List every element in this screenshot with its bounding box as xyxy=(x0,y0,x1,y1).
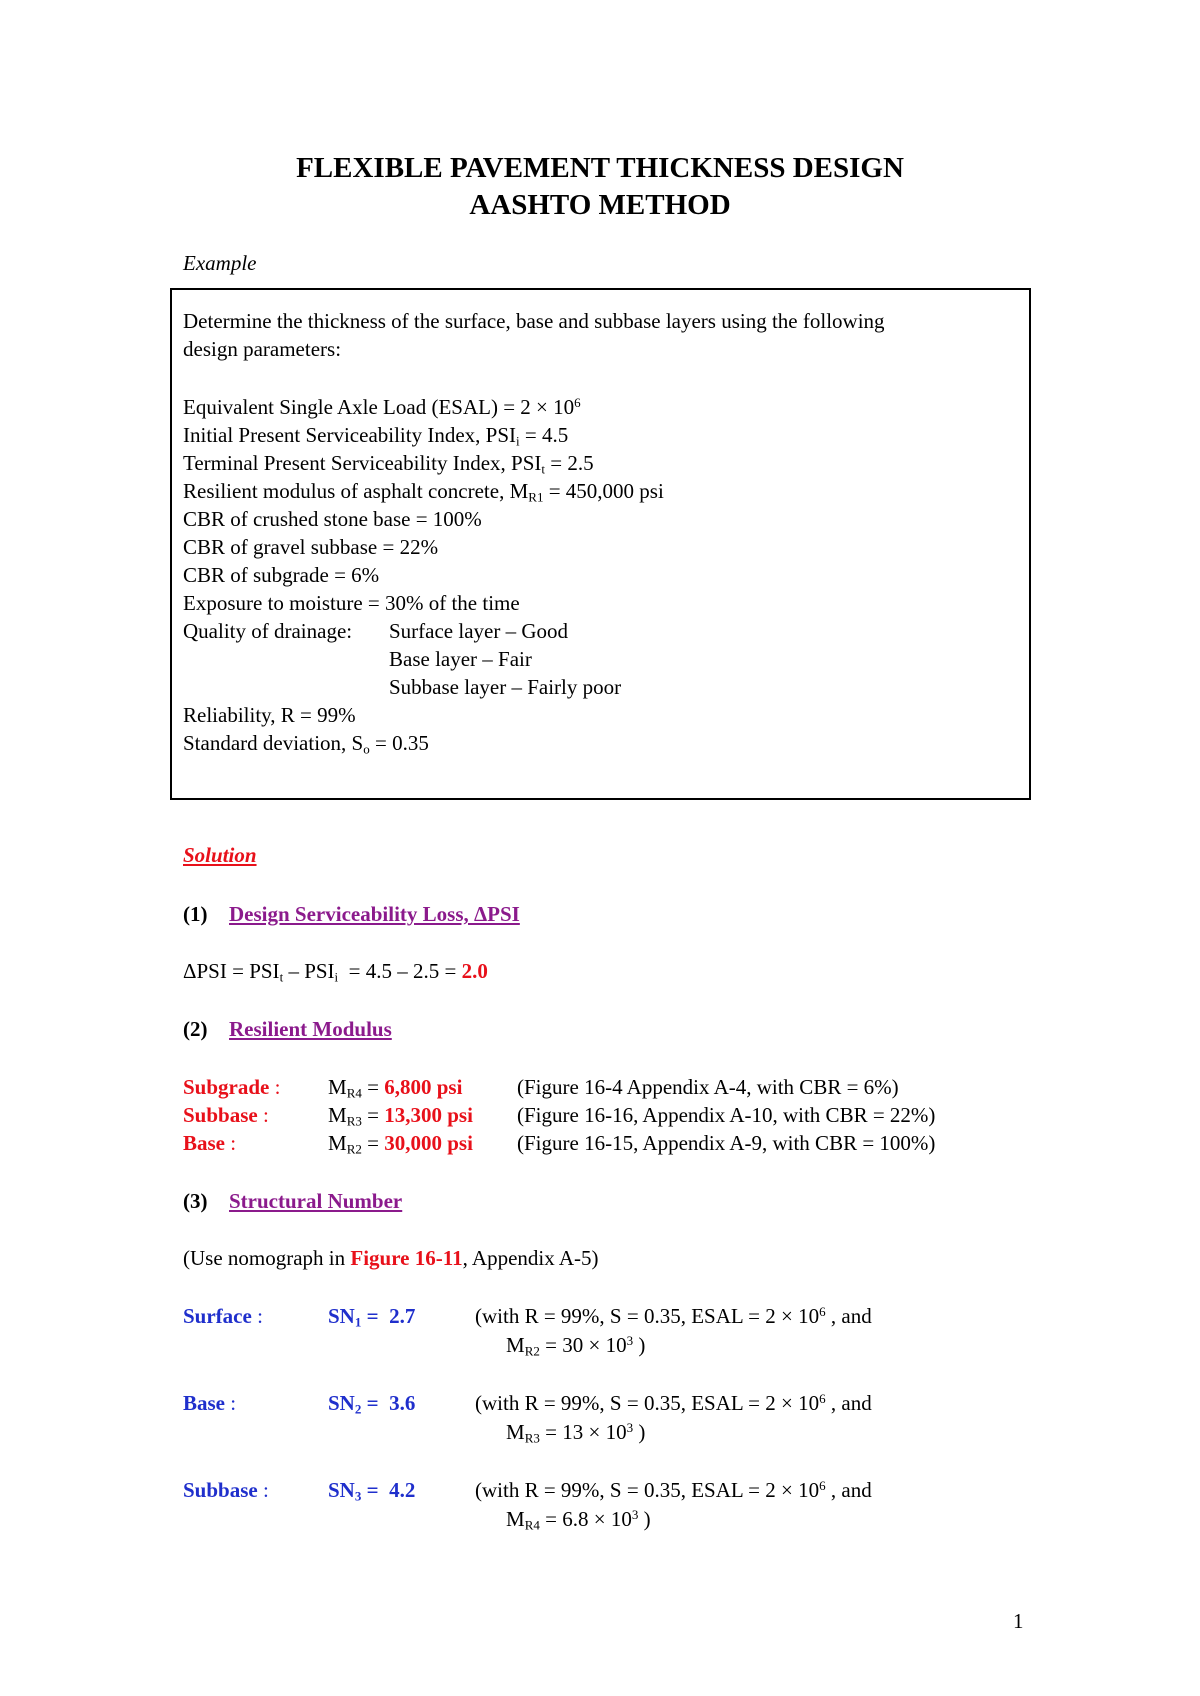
param-cbr-subbase: CBR of gravel subbase = 22% xyxy=(183,535,439,559)
mr-row-subbase-layer: Subbase : xyxy=(183,1103,269,1127)
problem-intro-line2: design parameters: xyxy=(183,337,342,361)
solution-heading: Solution xyxy=(183,843,257,867)
sn-row-base-value: $SN_2 = 3.6$ xyxy=(328,1391,416,1417)
mr-row-subbase-note: (Figure 16-16, Appendix A-10, with CBR = 22%) xyxy=(517,1103,936,1127)
step1-result: 2.0 xyxy=(461,959,488,983)
sn-row-surface-modulus: $M_{R2} = 30 \times 10^3$ ) xyxy=(506,1332,646,1359)
step3-number: (3) xyxy=(183,1189,208,1213)
sn-row-subbase-layer: Subbase : xyxy=(183,1478,269,1502)
problem-intro-line1: Determine the thickness of the surface, base and subbase layers using the following xyxy=(183,309,885,333)
mr-row-subbase-value: $M_{R3} = 13,300$ psi xyxy=(328,1103,473,1129)
mr-row-subgrade-layer: Subgrade : xyxy=(183,1075,281,1099)
step1-equation: $\Delta PSI = PSI_t - PSI_i = 4.5 - 2.5 = 2.0$ xyxy=(183,959,488,985)
param-std-dev: Standard deviation, $S_o = 0.35$ xyxy=(183,731,429,757)
document-title-line1: FLEXIBLE PAVEMENT THICKNESS DESIGN xyxy=(296,152,904,184)
param-drainage-base: Base layer – Fair xyxy=(389,647,532,671)
step1-number: (1) xyxy=(183,902,208,926)
page-number: 1 xyxy=(1013,1609,1024,1633)
step3-title: Structural Number xyxy=(229,1189,403,1213)
mr-row-base-value: $M_{R2} = 30,000$ psi xyxy=(328,1131,473,1157)
example-label: Example xyxy=(183,251,257,275)
param-psi-initial: Initial Present Serviceability Index, $PSI_i = 4.5$ xyxy=(183,423,569,449)
sn-row-base-layer: Base : xyxy=(183,1391,237,1415)
sn-row-base-note: (with R = 99%, S = 0.35, ESAL = $2 \times 10^6$ , and xyxy=(475,1390,872,1415)
param-cbr-base: CBR of crushed stone base = 100% xyxy=(183,507,482,531)
sn-row-surface-note: (with R = 99%, S = 0.35, ESAL = $2 \times 10^6$ , and xyxy=(475,1303,872,1328)
param-reliability: Reliability, R = 99% xyxy=(183,703,356,727)
nomograph-note: (Use nomograph in Figure 16-11, Appendix A-5) xyxy=(183,1246,599,1270)
param-drainage-subbase: Subbase layer – Fairly poor xyxy=(389,675,622,699)
sn-row-surface-layer: Surface : xyxy=(183,1304,263,1328)
param-mr1: Resilient modulus of asphalt concrete, $M_{R1} = 450,000$ psi xyxy=(183,479,664,505)
param-cbr-subgrade: CBR of subgrade = 6% xyxy=(183,563,380,587)
mr-row-subgrade-note: (Figure 16-4 Appendix A-4, with CBR = 6%) xyxy=(517,1075,899,1099)
param-psi-terminal: Terminal Present Serviceability Index, $PSI_t = 2.5$ xyxy=(183,451,594,477)
step2-number: (2) xyxy=(183,1017,208,1041)
mr-row-subgrade-value: $M_{R4} = 6,800$ psi xyxy=(328,1075,463,1101)
sn-row-subbase-note: (with R = 99%, S = 0.35, ESAL = $2 \times 10^6$ , and xyxy=(475,1477,872,1502)
param-drainage-surface: Surface layer – Good xyxy=(389,619,569,643)
sn-row-subbase-value: $SN_3 = 4.2$ xyxy=(328,1478,416,1504)
param-moisture: Exposure to moisture = 30% of the time xyxy=(183,591,520,615)
step2-title: Resilient Modulus xyxy=(229,1017,392,1041)
mr-row-base-layer: Base : xyxy=(183,1131,237,1155)
param-esal: Equivalent Single Axle Load (ESAL) = $2 \times 10^6$ xyxy=(183,394,581,419)
document-title-line2: AASHTO METHOD xyxy=(469,189,731,221)
param-drainage-label: Quality of drainage: xyxy=(183,619,353,643)
sn-row-base-modulus: $M_{R3} = 13 \times 10^3$ ) xyxy=(506,1419,646,1446)
sn-row-subbase-modulus: $M_{R4} = 6.8 \times 10^3$ ) xyxy=(506,1506,651,1533)
sn-row-surface-value: $SN_1 = 2.7$ xyxy=(328,1304,416,1330)
mr-row-base-note: (Figure 16-15, Appendix A-9, with CBR = 100%) xyxy=(517,1131,936,1155)
step1-title: Design Serviceability Loss, ΔPSI xyxy=(229,902,520,926)
